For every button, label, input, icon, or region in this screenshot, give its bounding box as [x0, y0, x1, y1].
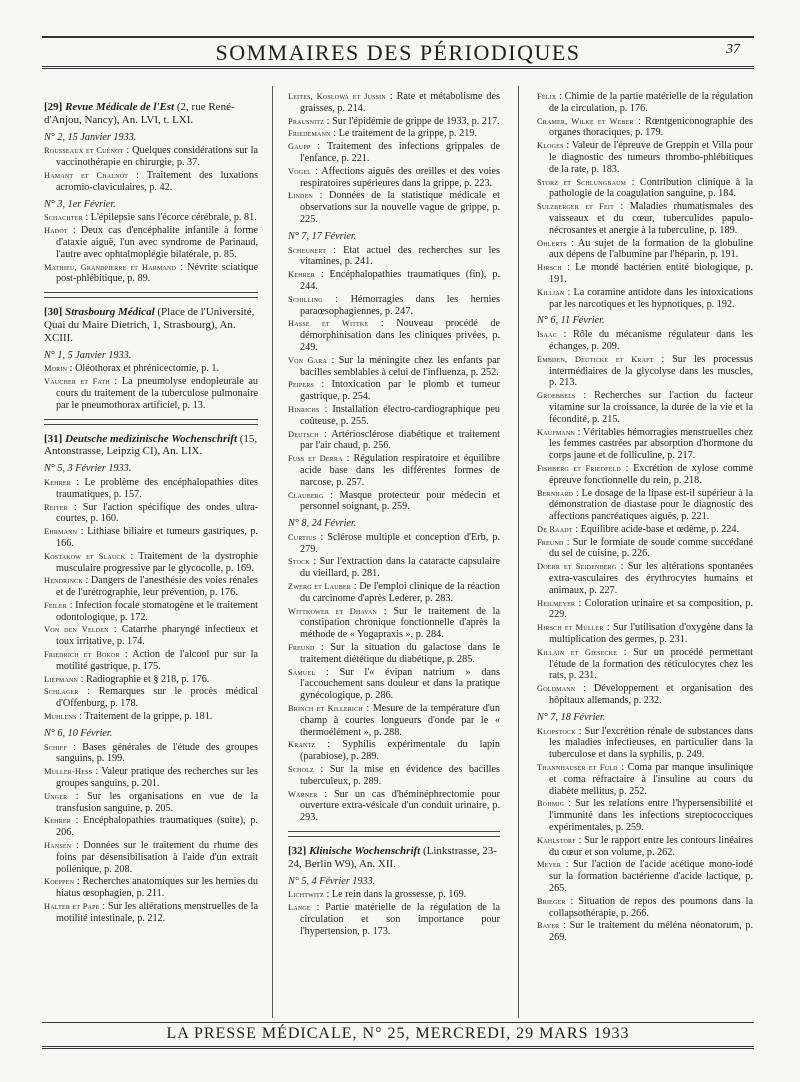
article-title: Sur les relations entre l'hypersensibilité et l'immunité dans les infections streptococciques expérimentales, p. 259. [549, 798, 753, 834]
article-entry: Bohmig : Sur les relations entre l'hypersensibilité et l'immunité dans les infections streptococciques expérimentales, p. 259. [537, 798, 753, 834]
article-authors: Goldmann [537, 684, 576, 694]
article-entry: Killian : La coramine antidote dans les intoxications par les narcotiques et les hypnotiques, p. 192. [537, 286, 753, 310]
article-entry: Peipers : Intoxication par le plomb et tumeur gastrique, p. 254. [288, 379, 500, 403]
article-authors: De Raadt [537, 524, 573, 534]
article-authors: Doerr et Seidenberg [537, 562, 617, 572]
article-authors: Brieger [537, 896, 566, 906]
article-authors: Hirsch et Muller [537, 623, 604, 633]
article-title: Sur les altérations menstruelles de la motilité intestinale, p. 212. [56, 901, 258, 924]
article-title: Sur les altérations spontanées extra-vasculaires des érythrocytes humains et animaux, p. 227. [549, 561, 753, 596]
article-entry: Hinrichs : Installation électro-cardiographique peu coûteuse, p. 255. [288, 403, 500, 427]
article-authors: Kaufmann [537, 427, 575, 437]
article-entry: Stock : Sur l'extraction dans la cataracte capsulaire du vieillard, p. 281. [288, 556, 500, 580]
article-entry: Schlager : Remarques sur le procès médical d'Offenburg, p. 178. [44, 686, 258, 710]
article-title: Etat actuel des recherches sur les vitamines, p. 241. [300, 244, 500, 268]
article-title: Coloration urinaire et sa composition, p. 229. [549, 597, 753, 621]
article-title: Le rein dans la grossesse, p. 169. [331, 889, 467, 901]
article-entry: Kehrer : Encéphalopathies traumatiques (suite), p. 206. [44, 815, 258, 839]
issue-heading: N° 6, 10 Février. [44, 727, 113, 739]
article-title: Rœntgeniconographie des organes thoraciques, p. 179. [549, 115, 753, 139]
article-entry: Ehrmann : Lithiase biliaire et tumeurs gastriques, p. 166. [44, 526, 258, 549]
article-authors: Deutsch [288, 429, 319, 439]
article-title: Coma par manque insulinique et coma réfractaire à l'insuline au cours du diabète mellitus, p. 252. [549, 762, 753, 797]
article-authors: Thannhauser et Fuld [537, 763, 618, 773]
article-entry: Vogel : Affections aiguës des oreilles et des voies respiratoires supérieures dans la grippe, p. 223. [288, 165, 500, 189]
article-title: Sur les organisations en vue de la transfusion sanguine, p. 205. [56, 790, 258, 814]
article-title: Valeur de l'épreuve de Greppin et Villa pour le diagnostic des tumeurs thrombo-phlébitiques de la rate, p. 183. [549, 140, 753, 175]
periodical-number: [32] [288, 845, 307, 858]
article-entry: Unger : Sur les organisations en vue de la transfusion sanguine, p. 205. [44, 790, 258, 814]
article-entry: Ohlerts : Au sujet de la formation de la globuline aux dépens de l'albumine par l'héparin, p. 191. [537, 237, 753, 261]
article-entry: Reiter : Sur l'action spécifique des ondes ultra-courtes, p. 160. [44, 501, 258, 525]
article-authors: Freund [537, 537, 564, 547]
article-entry: Doerr et Seidenberg : Sur les altérations spontanées extra-vasculaires des érythrocytes humains et animaux, p. 227. [537, 561, 753, 596]
article-title: Névrite sciatique post-phlébitique, p. 89. [56, 261, 258, 285]
column-3 [537, 91, 753, 945]
periodical-number: [30] [44, 306, 63, 319]
article-title: La pneumolyse endopleurale au cours du traitement de la tuberculose pulmonaire par le pneumothorax artificiel, p. 13. [56, 376, 258, 411]
article-entry: Kehrer : Le problème des encéphalopathies dites traumatiques, p. 157. [44, 476, 258, 500]
article-authors: Isaac [537, 330, 557, 340]
article-entry: Hirsch : Le mondé bactérien entité biologique, p. 191. [537, 262, 753, 285]
article-authors: Freund [288, 643, 315, 653]
article-entry: Klopstock : Sur l'excrétion rénale de substances dans les maladies infectieuses, en particulier dans la tuberculose et dans la syphilis, p. 249. [537, 725, 753, 761]
article-entry: Wittkower et Dhavan : Sur le traitement de la constipation chronique fonctionnelle d'après la méthode de « Yogapraxis », p. 284. [288, 605, 500, 641]
header-double-rule [42, 66, 754, 72]
article-title: Nouveau procédé de démorphinisation dans les cliniques privées, p. 249. [300, 318, 500, 353]
article-title: Oléothorax et phrénicectomie, p. 1. [75, 363, 220, 375]
article-authors: Félix [537, 92, 557, 101]
article-entry: Schiff : Bases générales de l'étude des groupes sanguins, p. 199. [44, 741, 258, 765]
article-authors: Hasse et Wittke [288, 319, 369, 329]
article-entry: De Raadt : Equilibre acide-base et œdème, p. 224. [537, 523, 740, 535]
article-title: Syphilis expérimentale du lapin (parabiose), p. 289. [300, 739, 500, 763]
periodical-heading [44, 306, 258, 344]
article-title: Infection focale stomatogène et le traitement odontologique, p. 172. [56, 599, 258, 623]
article-authors: Lange [288, 903, 311, 913]
article-authors: Meyer [537, 860, 562, 870]
article-authors: Bayer [537, 921, 560, 931]
article-title: Radiographie et § 218, p. 176. [86, 673, 210, 685]
article-authors: Von den Velden [44, 625, 109, 635]
article-title: Valeur pratique des recherches sur les groupes sanguins, p. 201. [56, 766, 258, 790]
periodical-details: (Place de l'Université, Quai du Maire Dietrich, 1, Strasbourg), An. XCIII. [44, 306, 255, 344]
article-title: Recherches anatomiques sur les hernies du hiatus œsophagien, p. 211. [56, 876, 258, 900]
article-authors: Warner [288, 789, 318, 799]
article-authors: Muller-Hess [44, 767, 93, 777]
periodical-title: Klinische Wochenschrift [309, 845, 421, 858]
article-entry: Heilmeyer : Coloration urinaire et sa composition, p. 229. [537, 597, 753, 621]
article-entry: Lange : Partie matérielle de la régulation de la circulation et son importance pour l'hypertension, p. 173. [288, 902, 500, 937]
article-entry: Deutsch : Artériosclérose diabétique et traitement par l'air chaud, p. 256. [288, 428, 500, 452]
article-authors: Reiter [44, 502, 68, 512]
article-title: Données de la statistique médicale et observations sur la nouvelle vague de grippe, p. 225. [300, 190, 500, 225]
periodical-heading [44, 101, 258, 127]
page-header [42, 38, 754, 66]
article-entry: Sulzberger et Feit : Maladies rhumatismales des vaisseaux et du cœur, tuberculides papulo-nécrosantes et anergie à la tuberculine, p. 189. [537, 201, 753, 236]
article-authors: Hendrinck [44, 576, 83, 586]
article-authors: Gaupp [288, 142, 311, 152]
article-authors: Groebbels [537, 391, 576, 401]
article-title: Traitement des infections grippales de l'enfance, p. 221. [300, 141, 500, 164]
issue-heading: N° 3, 1er Février. [44, 198, 116, 210]
article-authors: Kostakow et Slauck [44, 551, 126, 561]
article-entry: Muller-Hess : Valeur pratique des recherches sur les groupes sanguins, p. 201. [44, 766, 258, 790]
article-title: Sur un procédé permettant l'étude de la formation des réticulocytes chez les rats, p. 231. [549, 646, 753, 682]
article-title: Données sur le traitement du rhume des foins par désensibilisation à l'aide d'un extrait pollénique, p. 208. [56, 840, 258, 875]
article-entry: Schilling : Hémorragies dans les hernies paraœsophagiennes, p. 247. [288, 293, 500, 317]
article-entry: Friedrich et Bokor : Action de l'alcool pur sur la motilité gastrique, p. 175. [44, 649, 258, 672]
article-authors: Unger [44, 791, 68, 801]
article-authors: Scholz [288, 765, 314, 775]
article-title: Traitement de la grippe, p. 181. [84, 711, 213, 723]
issue-heading: N° 5, 4 Février 1933. [288, 875, 376, 887]
article-authors: Hansen [44, 841, 72, 851]
article-title: Situation de repos des poumons dans la collapsothérapie, p. 266. [549, 895, 753, 919]
article-title: Masque protecteur pour médecin et personnel soignant, p. 259. [300, 489, 500, 513]
article-authors: Samuel [288, 667, 316, 677]
article-entry: Freund : Sur le formiate de soude comme succédané du sel de cuisine, p. 226. [537, 536, 753, 560]
article-title: Sur l'action spécifique des ondes ultra-courtes, p. 160. [56, 501, 258, 525]
article-entry: Hasse et Wittke : Nouveau procédé de démorphinisation dans les cliniques privées, p. 249. [288, 318, 500, 353]
article-entry: Hendrinck : Dangers de l'anesthésie des voies rénales et de l'urétrographie, leur prévention, p. 176. [44, 575, 258, 599]
article-authors: Vogel [288, 166, 312, 176]
article-title: Traitement des luxations acromio-claviculaires, p. 42. [56, 169, 258, 193]
article-title: Remarques sur le procès médical d'Offenburg, p. 178. [56, 686, 258, 710]
article-authors: Koeppen [44, 877, 75, 887]
article-entry: Killain et Giesecke : Sur un procédé permettant l'étude de la formation des réticulocytes chez les rats, p. 231. [537, 646, 753, 682]
article-title: Traitement de la dystrophie musculaire progressive par le glycocolle, p. 169. [56, 550, 258, 574]
article-title: Action de l'alcool pur sur la motilité gastrique, p. 175. [56, 649, 258, 672]
article-title: Sur l'extraction dans la cataracte capsulaire du vieillard, p. 281. [300, 556, 500, 580]
article-title: Affections aiguës des oreilles et des voies respiratoires supérieures dans la grippe, p. 223. [300, 165, 500, 189]
article-entry: Isaac : Rôle du mécanisme régulateur dans les échanges, p. 209. [537, 329, 753, 352]
article-title: Sur le formiate de soude comme succédané du sel de cuisine, p. 226. [549, 536, 753, 560]
article-entry: Koeppen : Recherches anatomiques sur les hernies du hiatus œsophagien, p. 211. [44, 876, 258, 900]
article-entry: Hamant et Chalnot : Traitement des luxations acromio-claviculaires, p. 42. [44, 169, 258, 193]
article-title: Sur le traitement du méléna néonatorum, p. 269. [549, 920, 753, 944]
periodical-title: Revue Médicale de l'Est [65, 101, 175, 113]
article-title: Sur l'utilisation d'oxygène dans la multiplication des germes, p. 231. [549, 622, 753, 646]
article-title: Sur l'« évipan natrium » dans l'accouchement sans douleur et dans la pratique gynécologique, p. 286. [300, 666, 500, 702]
periodical-heading [288, 845, 500, 871]
article-title: Excrétion de xylose comme épreuve fonctionnelle du rein, p. 218. [549, 462, 753, 486]
article-entry: Curtius : Sclérose multiple et conception d'Erb, p. 279. [288, 531, 500, 555]
article-authors: Morin [44, 364, 68, 374]
article-authors: Kloges [537, 141, 564, 151]
article-title: Quelques considérations sur la vaccinothérapie en chirurgie, p. 37. [56, 145, 258, 169]
article-entry: Kostakow et Slauck : Traitement de la dystrophie musculaire progressive par le glycocolle, p. 169. [44, 550, 258, 574]
article-title: Encéphalopathies traumatiques (fin), p. 244. [300, 269, 500, 292]
article-title: Sur la mise en évidence des bacilles tuberculeux, p. 289. [300, 764, 500, 787]
article-authors: Rousseaux et Cuénot [44, 146, 124, 156]
article-authors: Sulzberger et Feit [537, 202, 614, 212]
article-title: Développement et organisation des hôpitaux allemands, p. 232. [549, 683, 753, 707]
article-entry: Zwerg et Lauber : De l'emploi clinique de la réaction du carcinome d'après Lederer, p. 283. [288, 581, 500, 604]
article-title: Sur la situation du galactose dans le traitement diététique du diabétique, p. 285. [300, 642, 500, 665]
article-authors: Kahlstorf [537, 835, 576, 845]
article-authors: Killian [537, 287, 565, 297]
issue-heading: N° 5, 3 Février 1933. [44, 463, 132, 475]
issue-heading: N° 8, 24 Février. [288, 518, 357, 530]
column-divider [518, 86, 519, 1018]
article-title: Encéphalopathies traumatiques (suite), p. 206. [56, 815, 258, 839]
article-entry: Clauberg : Masque protecteur pour médecin et personnel soignant, p. 259. [288, 489, 500, 513]
column-2 [288, 91, 500, 939]
page-footer: LA PRESSE MÉDICALE, N° 25, MERCREDI, 29 MARS 1933 [166, 1025, 630, 1042]
article-authors: Friedrich et Bokor [44, 650, 120, 660]
article-title: Sur le rapport entre les contours linéaires du cœur et son volume, p. 262. [549, 834, 753, 858]
article-title: Sur l'action de l'acide acétique mono-iodé sur la formation bactérienne d'acide lactique, p. 265. [549, 859, 753, 894]
periodical-heading [44, 433, 258, 459]
article-entry: Brinch et Killerich : Mesure de la température d'un champ à courtes longueurs d'onde par le « thermoélément », p. 288. [288, 703, 500, 738]
article-entry: Goldmann : Développement et organisation des hôpitaux allemands, p. 232. [537, 683, 753, 707]
article-authors: Fuss et Derra [288, 454, 343, 464]
issue-heading: N° 7, 18 Février. [537, 711, 606, 723]
column-1 [44, 93, 258, 926]
article-title: Sur le traitement de la constipation chronique fonctionnelle d'après la méthode de « Yogapraxis », p. 284. [300, 605, 500, 641]
article-authors: Clauberg [288, 490, 324, 500]
article-entry: Hadot : Deux cas d'encéphalite infantile à forme d'ataxie aiguë, l'un avec syndrome de Parinaud, l'autre avec ophtalmoplégie bilatérale, p. 85. [44, 225, 258, 260]
article-entry: Fishberg et Friedfeld : Excrétion de xylose comme épreuve fonctionnelle du rein, p. 218. [537, 462, 753, 486]
article-entry: Prausnitz : Sur l'épidémie de grippe de 1933, p. 217. [288, 115, 500, 127]
issue-heading: N° 7, 17 Février. [288, 230, 357, 242]
section-separator [44, 292, 258, 298]
article-entry: Linden : Données de la statistique médicale et observations sur la nouvelle vague de grippe, p. 225. [288, 190, 500, 225]
article-authors: Bernhard [537, 488, 574, 498]
article-authors: Kehrer [44, 477, 71, 487]
article-authors: Ehrmann [44, 527, 78, 537]
article-title: Rate et métabolisme des graisses, p. 214. [300, 91, 500, 114]
article-authors: Liepmann [44, 674, 79, 684]
article-entry: Bayer : Sur le traitement du méléna néonatorum, p. 269. [537, 920, 753, 944]
article-title: Dangers de l'anesthésie des voies rénales et de l'urétrographie, leur prévention, p. 176. [56, 575, 258, 599]
issue-heading: N° 6, 11 Février. [537, 315, 605, 327]
article-authors: Linden [288, 191, 313, 201]
article-authors: Mathieu, Grandpierre et Harmand [44, 262, 177, 272]
article-entry: Groebbels : Recherches sur l'action du facteur vitamine sur la croissance, la durée de la vie et la fécondité, p. 215. [537, 390, 753, 425]
article-title: Le problème des encéphalopathies dites traumatiques, p. 157. [56, 476, 258, 500]
article-entry: Fuss et Derra : Régulation respiratoire et équilibre acide base dans les différentes formes de narcose, p. 257. [288, 453, 500, 488]
article-title: Sclérose multiple et conception d'Erb, p. 279. [300, 531, 500, 555]
article-title: Installation électro-cardiographique peu coûteuse, p. 255. [300, 403, 500, 427]
footer-rule [42, 1022, 754, 1023]
article-title: Chimie de la partie matérielle de la régulation de la circulation, p. 176. [549, 91, 753, 114]
article-entry: Warner : Sur un cas d'héminéphrectomie pour ouverture extra-vésicale d'un conduit urinaire, p. 293. [288, 788, 500, 824]
footer-double-rule [42, 1046, 754, 1052]
article-entry: Leites, Koslowa et Jussin : Rate et métabolisme des graisses, p. 214. [288, 91, 500, 114]
article-entry: Lichtwitz : Le rein dans la grossesse, p. 169. [288, 889, 467, 901]
article-authors: Prausnitz [288, 116, 325, 126]
article-title: Sur l'épidémie de grippe de 1933, p. 217. [332, 115, 500, 127]
article-authors: Heilmeyer [537, 598, 576, 608]
article-entry: Félix : Chimie de la partie matérielle de la régulation de la circulation, p. 176. [537, 91, 753, 114]
article-title: L'épilepsie sans l'écorce cérébrale, p. 81. [90, 212, 257, 224]
article-authors: Fishberg et Friedfeld [537, 463, 621, 473]
page-number: 37 [726, 42, 740, 57]
article-authors: Schilling [288, 294, 323, 304]
article-entry: Scheunert : Etat actuel des recherches sur les vitamines, p. 241. [288, 244, 500, 268]
section-separator [288, 831, 500, 837]
article-authors: Stock [288, 557, 310, 567]
article-title: Partie matérielle de la régulation de la circulation et son importance pour l'hypertension, p. 173. [300, 902, 500, 937]
article-entry: Samuel : Sur l'« évipan natrium » dans l'accouchement sans douleur et dans la pratique gynécologique, p. 286. [288, 666, 500, 702]
article-authors: Bohmig [537, 799, 565, 809]
periodical-number: [29] [44, 101, 63, 113]
article-authors: Kehrer [288, 270, 315, 280]
article-authors: Halter et Pape [44, 902, 100, 912]
periodical-number: [31] [44, 432, 63, 445]
article-authors: Von Gara [288, 355, 328, 365]
article-entry: Kehrer : Encéphalopathies traumatiques (fin), p. 244. [288, 269, 500, 292]
article-authors: Embden, Deuticke et Kraft [537, 354, 654, 364]
article-title: Contribution clinique à la pathologie de la coagulation sanguine, p. 184. [549, 176, 753, 200]
periodical-title: Deutsche medizinische Wochenschrift [65, 432, 238, 445]
article-title: Equilibre acide-base et œdème, p. 224. [580, 523, 740, 535]
article-title: Véritables hémorragies menstruelles chez les femmes castrées par absorption d'hormone du corps jaune et de folliculine, p. 217. [549, 426, 753, 462]
article-title: Sur les processus intermédiaires de la glycolyse dans les muscles, p. 213. [549, 353, 753, 389]
section-separator [44, 419, 258, 425]
article-title: Artériosclérose diabétique et traitement par l'air chaud, p. 256. [300, 428, 500, 452]
article-authors: Muhlens [44, 712, 77, 722]
article-entry: Storz et Schlungbaum : Contribution clinique à la pathologie de la coagulation sanguine, p. 184. [537, 176, 753, 200]
article-entry: Hansen : Données sur le traitement du rhume des foins par désensibilisation à l'aide d'un extrait pollénique, p. 208. [44, 840, 258, 875]
article-authors: Curtius [288, 532, 317, 542]
article-title: Bases générales de l'étude des groupes sanguins, p. 199. [56, 741, 258, 765]
article-authors: Schlager [44, 687, 79, 697]
article-authors: Cramer, Wilke et Weber [537, 116, 634, 126]
article-title: Au sujet de la formation de la globuline aux dépens de l'albumine par l'héparin, p. 191. [549, 237, 753, 261]
article-title: Recherches sur l'action du facteur vitamine sur la croissance, la durée de la vie et la fécondité, p. 215. [549, 390, 753, 425]
article-entry: Krantz : Syphilis expérimentale du lapin (parabiose), p. 289. [288, 739, 500, 763]
page-title: SOMMAIRES DES PÉRIODIQUES [215, 40, 581, 65]
article-authors: Hadot [44, 226, 68, 236]
article-authors: Hirsch [537, 263, 562, 273]
issue-heading: N° 1, 5 Janvier 1933. [44, 349, 132, 361]
article-authors: Hamant et Chalnot [44, 170, 129, 180]
periodical-details: (Linkstrasse, 23-24, Berlin W9), An. XII. [288, 845, 497, 870]
article-title: Sur un cas d'héminéphrectomie pour ouverture extra-vésicale d'un conduit urinaire, p. 293. [300, 788, 500, 824]
article-authors: Killain et Giesecke [537, 647, 618, 657]
article-entry: Scholz : Sur la mise en évidence des bacilles tuberculeux, p. 289. [288, 764, 500, 787]
article-entry: Bernhard : Le dosage de la lipase est-il supérieur à la démonstration de diastase pour le diagnostic des affections pancréatiques aiguës, p. 221. [537, 487, 753, 523]
article-title: Deux cas d'encéphalite infantile à forme d'ataxie aiguë, l'un avec syndrome de Parinaud, l'autre avec ophtalmoplégie bilatérale, p. 85. [56, 225, 258, 260]
article-entry: Liepmann : Radiographie et § 218, p. 176. [44, 673, 210, 685]
article-entry: Embden, Deuticke et Kraft : Sur les processus intermédiaires de la glycolyse dans les muscles, p. 213. [537, 353, 753, 389]
article-title: Lithiase biliaire et tumeurs gastriques, p. 166. [56, 526, 258, 549]
article-authors: Krantz [288, 740, 316, 750]
article-authors: Scheunert [288, 245, 327, 255]
article-title: Catarrhe pharyngé infectieux et toux irritative, p. 174. [56, 624, 258, 648]
issue-heading: N° 2, 15 Janvier 1933. [44, 131, 137, 143]
article-entry: Kahlstorf : Sur le rapport entre les contours linéaires du cœur et son volume, p. 262. [537, 834, 753, 858]
article-authors: Hinrichs [288, 404, 320, 414]
article-title: Mesure de la température d'un champ à courtes longueurs d'onde par le « thermoélément », p. 288. [300, 703, 500, 738]
article-title: Hémorragies dans les hernies paraœsophagiennes, p. 247. [300, 293, 500, 317]
article-authors: Vaucher et Fath [44, 377, 110, 387]
article-authors: Feiler [44, 600, 67, 610]
column-divider [272, 86, 273, 1018]
article-entry: Gaupp : Traitement des infections grippales de l'enfance, p. 221. [288, 141, 500, 164]
article-entry: Feiler : Infection focale stomatogène et le traitement odontologique, p. 172. [44, 599, 258, 623]
article-authors: Schiff [44, 742, 67, 752]
article-entry: Friedemann : Le traitement de la grippe, p. 219. [288, 128, 477, 140]
article-entry: Hirsch et Muller : Sur l'utilisation d'oxygène dans la multiplication des germes, p. 231. [537, 622, 753, 646]
article-authors: Brinch et Killerich [288, 704, 363, 714]
article-title: Régulation respiratoire et équilibre acide base dans les différentes formes de narcose, p. 257. [300, 453, 500, 488]
article-entry: Von den Velden : Catarrhe pharyngé infectieux et toux irritative, p. 174. [44, 624, 258, 648]
article-authors: Lichtwitz [288, 890, 324, 900]
article-title: Le mondé bactérien entité biologique, p. 191. [549, 262, 753, 285]
article-entry: Brieger : Situation de repos des poumons dans la collapsothérapie, p. 266. [537, 895, 753, 919]
article-authors: Zwerg et Lauber [288, 582, 352, 592]
article-entry: Vaucher et Fath : La pneumolyse endopleurale au cours du traitement de la tuberculose pulmonaire par le pneumothorax artificiel, p. 13. [44, 376, 258, 411]
article-entry: Meyer : Sur l'action de l'acide acétique mono-iodé sur la formation bactérienne d'acide lactique, p. 265. [537, 859, 753, 894]
periodical-details: (15, Antonstrasse, Leipzig CI), An. LIX. [44, 432, 258, 458]
article-entry: Schachter : L'épilepsie sans l'écorce cérébrale, p. 81. [44, 212, 257, 224]
article-entry: Thannhauser et Fuld : Coma par manque insulinique et coma réfractaire à l'insuline au cours du diabète mellitus, p. 252. [537, 762, 753, 797]
article-title: De l'emploi clinique de la réaction du carcinome d'après Lederer, p. 283. [300, 581, 500, 604]
article-entry: Rousseaux et Cuénot : Quelques considérations sur la vaccinothérapie en chirurgie, p. 37. [44, 145, 258, 169]
article-authors: Wittkower et Dhavan [288, 606, 378, 616]
article-title: Maladies rhumatismales des vaisseaux et du cœur, tuberculides papulo-nécrosantes et anergie à la tuberculine, p. 189. [549, 201, 753, 236]
article-entry: Kloges : Valeur de l'épreuve de Greppin et Villa pour le diagnostic des tumeurs thrombo-phlébitiques de la rate, p. 183. [537, 140, 753, 175]
article-entry: Cramer, Wilke et Weber : Rœntgeniconographie des organes thoraciques, p. 179. [537, 115, 753, 139]
article-title: Le dosage de la lipase est-il supérieur à la démonstration de diastase pour le diagnostic des affections pancréatiques aiguës, p. 221. [549, 487, 753, 523]
article-entry: Kaufmann : Véritables hémorragies menstruelles chez les femmes castrées par absorption d'hormone du corps jaune et de folliculine, p. 217. [537, 426, 753, 462]
article-entry: Mathieu, Grandpierre et Harmand : Névrite sciatique post-phlébitique, p. 89. [44, 261, 258, 285]
article-authors: Schachter [44, 213, 83, 223]
article-authors: Storz et Schlungbaum [537, 177, 627, 187]
periodical-title: Strasbourg Médical [65, 306, 155, 319]
article-title: Rôle du mécanisme régulateur dans les échanges, p. 209. [549, 329, 753, 352]
article-authors: Peipers [288, 380, 315, 390]
article-authors: Ohlerts [537, 238, 567, 248]
article-authors: Friedemann [288, 129, 331, 139]
article-entry: Von Gara : Sur la méningite chez les enfants par bacilles semblables à celui de l'influenza, p. 252. [288, 354, 500, 378]
article-title: La coramine antidote dans les intoxications par les narcotiques et les hypnotiques, p. 192. [549, 286, 753, 310]
article-entry: Muhlens : Traitement de la grippe, p. 181. [44, 711, 213, 723]
article-authors: Leites, Koslowa et Jussin [288, 92, 386, 101]
article-entry: Freund : Sur la situation du galactose dans le traitement diététique du diabétique, p. 285. [288, 642, 500, 665]
article-title: Sur la méningite chez les enfants par bacilles semblables à celui de l'influenza, p. 252. [300, 354, 500, 378]
article-title: Sur l'excrétion rénale de substances dans les maladies infectieuses, en particulier dans la tuberculose et dans la syphilis, p. 249. [549, 725, 753, 761]
article-title: Le traitement de la grippe, p. 219. [338, 128, 477, 140]
article-entry: Morin : Oléothorax et phrénicectomie, p. 1. [44, 363, 220, 375]
article-authors: Klopstock [537, 726, 576, 736]
article-authors: Kehrer [44, 816, 71, 826]
article-title: Intoxication par le plomb et tumeur gastrique, p. 254. [300, 379, 500, 403]
article-entry: Halter et Pape : Sur les altérations menstruelles de la motilité intestinale, p. 212. [44, 901, 258, 924]
periodical-details: (2, rue René-d'Anjou, Nancy), An. LVI, t. LXI. [44, 101, 235, 126]
